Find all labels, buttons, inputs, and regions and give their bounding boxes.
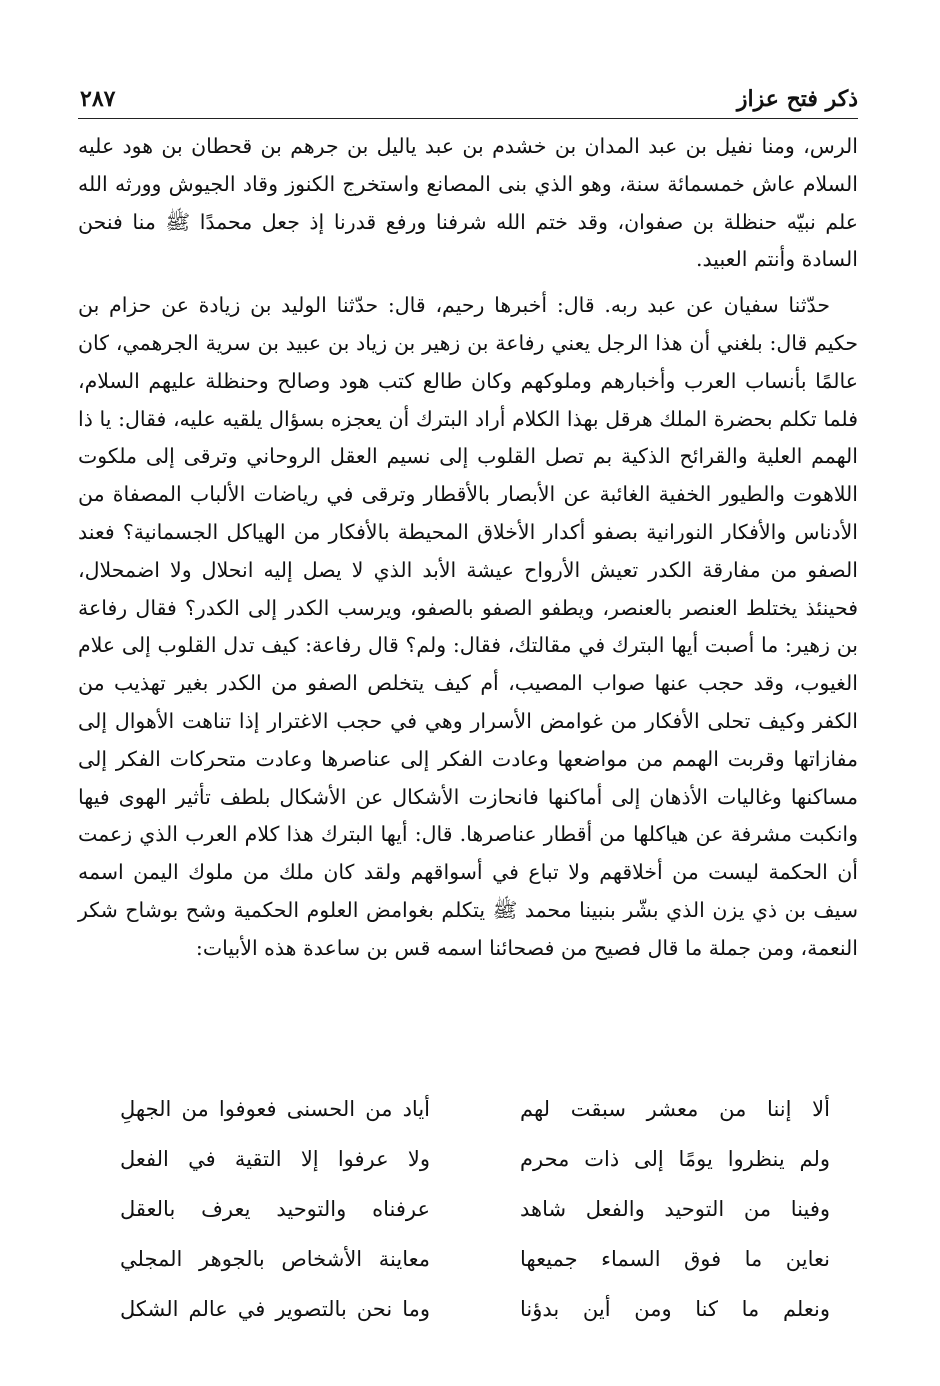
verse bbox=[120, 1184, 830, 1234]
verse-first-hemistich: ولم ينظروا يومًا إلى ذات محرم bbox=[520, 1147, 830, 1171]
verse-second-hemistich: عرفناه والتوحيد يعرف بالعقل bbox=[120, 1197, 430, 1221]
verse bbox=[120, 1134, 830, 1184]
paragraph: الرس، ومنا نفيل بن عبد المدان بن خشدم بن عبد ياليل بن جرهم بن قحطان بن هود عليه السلام عاش خمسمائة سنة، وهو الذي بنى المصانع واستخرج الكنوز وقاد الجيوش وورثه الله علم نبيّه حنظلة بن صفوان، وقد ختم الله شرفنا ورفع قدرنا إذ جعل محمدًا ﷺ منا فنحن السادة وأنتم العبيد. bbox=[78, 134, 858, 272]
page-number: ٢٨٧ bbox=[80, 86, 116, 112]
verse-first-hemistich: ألا إننا من معشر سبقت لهم bbox=[520, 1097, 830, 1121]
verse bbox=[120, 1084, 830, 1134]
paragraph: حدّثنا سفيان عن عبد ربه. قال: أخبرها رحيم، قال: حدّثنا الوليد بن زيادة عن حزام بن حكيم قال: بلغني أن هذا الرجل يعني رفاعة بن زهير بن زياد بن عبيد بن سرية الجرهمي، كان عالمًا بأنساب العرب وأخبارهم وملوكهم وكان طالع كتب هود وصالح وحنظلة عليهم السلام، فلما تكلم بحضرة الملك هرقل بهذا الكلام أراد البترك أن يعجزه بسؤال يلقيه عليه، فقال: يا ذا الهمم العلية والقرائح الذكية بم تصل القلوب إلى نسيم العقل الروحاني وترقى إلى ملكوت اللاهوت والطيور الخفية الغائبة عن الأبصار بالأقطار وترقى في رياضات الألباب المصفاة من الأدناس والأفكار النورانية بصفو أكدار الأخلاق المحيطة بالأفكار من الهياكل الجسمانية؟ فعند الصفو من مفارقة الكدر تعيش الأرواح عيشة الأبد الذي لا يصل إليه انحلال ولا اضمحلال، فحينئذ يختلط العنصر بالعنصر، ويطفو الصفو بالصفو، ويرسب الكدر إلى الكدر؟ فقال رفاعة بن زهير: ما أصبت أيها البترك في مقالتك، فقال: ولم؟ قال رفاعة: كيف تدل القلوب إلى علام الغيوب، وقد حجب عنها صواب المصيب، أم كيف يتخلص الصفو من الكدر بغير تهذيب من الكفر وكيف تحلى الأفكار من غوامض الأسرار وهي في حجب الاغترار إذا تناهت الأهوال إلى مفازاتها وقربت الهمم من مواضعها وعادت الفكر إلى عناصرها وعادت متحركات الفكر إلى مساكنها وغاليات الأذهان إلى أماكنها فانحازت الأشكال عن الأشكال بلطف تأثير الهوى فيها وانكبت مشرفة عن هياكلها من أقطار عناصرها. قال: أيها البترك هذا كلام العرب الذي زعمت أن الحكمة ليست من أخلاقهم ولا تباع في أسواقهم ولقد كان ملك من ملوك اليمن اسمه سيف بن ذي يزن الذي بشّر بنبينا محمد ﷺ يتكلم بغوامض العلوم الحكمية وشح بوشاح شكر النعمة، ومن جملة ما قال فصيح من فصحائنا اسمه قس بن ساعدة هذه الأبيات: bbox=[78, 293, 858, 960]
verse-first-hemistich: نعاين ما فوق السماء جميعها bbox=[520, 1247, 830, 1271]
running-header bbox=[78, 84, 858, 119]
chapter-title: ذكر فتح عزاز bbox=[736, 86, 858, 112]
body-text bbox=[78, 128, 858, 968]
verse-second-hemistich: أياد من الحسنى فعوفوا من الجهلِ bbox=[120, 1097, 430, 1121]
verse bbox=[120, 1284, 830, 1334]
verse-second-hemistich: معاينة الأشخاص بالجوهر المجلي bbox=[120, 1247, 430, 1271]
verse bbox=[120, 1234, 830, 1284]
verse-second-hemistich: وما نحن بالتصوير في عالم الشكل bbox=[120, 1297, 430, 1321]
verse-first-hemistich: ونعلم ما كنا ومن أين بدؤنا bbox=[520, 1297, 830, 1321]
poem bbox=[120, 1084, 830, 1334]
verse-first-hemistich: وفينا من التوحيد والفعل شاهد bbox=[520, 1197, 830, 1221]
verse-second-hemistich: ولا عرفوا إلا التقية في الفعل bbox=[120, 1147, 430, 1171]
